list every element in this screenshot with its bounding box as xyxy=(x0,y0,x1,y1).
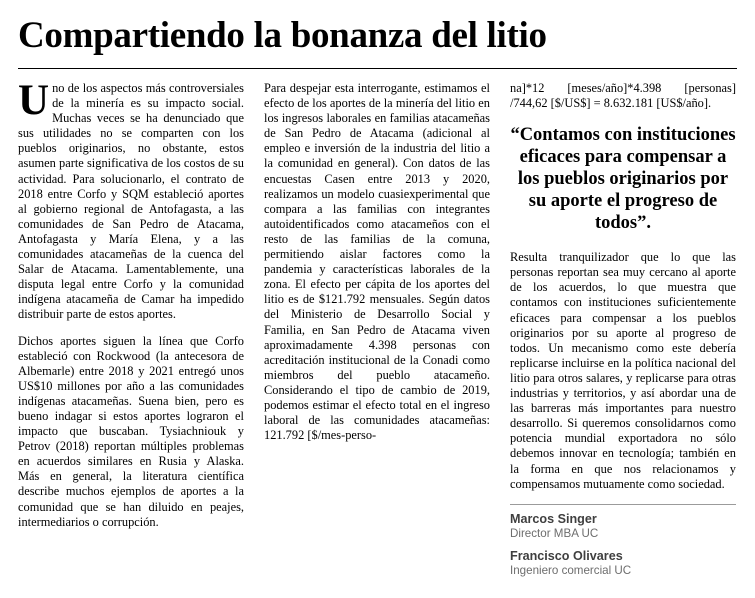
author-block xyxy=(510,512,736,541)
paragraph: Resulta tranquilizador que lo que las personas reportan sea muy cercano al aporte de los acuerdos, lo que muestra que contamos con instituciones suficientemente eficaces para compensar a los pueblos originarios por su aporte al progreso de todos. Un mecanismo como este debería replicarse incluirse en la política nacional del litio para otros salares, y replicarse para otras industrias y territorios, y así abordar una de las barreras más importantes para nuestro desarrollo. Si queremos consolidarnos como potencia mundial exportadora no sólo debemos innovar en tecnología; también en la forma en que nos relacionamos y compensamos mutuamente como sociedad. xyxy=(510,250,736,491)
author-block xyxy=(510,549,736,578)
article-page xyxy=(0,14,755,598)
paragraph: Para despejar esta interrogante, estimamos el efecto de los aportes de la minería del litio en los ingresos laborales en familias atacameñas de San Pedro de Atacama (adicional al empleo e inversión de la industria del litio a la comunidad en general). Con datos de las encuestas Casen entre 2013 y 2020, realizamos un modelo cuasiexperimental que compara a las familias con integrantes autoidentificados como atacameños con el resto de las familias de la comuna, permitiendo aislar factores como la pandemia y características laborales de la zona. El efecto per cápita de los aportes del litio es de $121.792 mensuales. Según datos del Ministerio de Desarrollo Social y Familia, en San Pedro de Atacama viven aproximadamente 4.398 personas con acreditación institucional de la Conadi como miembros del pueblo atacameño. Considerando el tipo de cambio de 2019, podemos estimar el efecto total en el ingreso laboral de las comunidades atacameñas: 121.792 [$/mes-perso- xyxy=(264,81,490,443)
header-divider xyxy=(18,68,737,69)
paragraph: Dichos aportes siguen la línea que Corfo estableció con Rockwood (la antecesora de Albemarle) entre 2018 y 2021 entregó unos US$10 millones por año a las comunidades indígenas atacameñas. Suena bien, pero es bueno indagar si estos aportes lograron el impacto que buscaban. Tysiachniouk y Petrov (2018) reportan múltiples problemas en acuerdos similares en Rusia y Alaska. Más en general, la literatura científica describe muchos ejemplos de aportes a la comunidad que se han diluido en peajes, intermediarios o corrupción. xyxy=(18,333,244,529)
paragraph-text: no de los aspectos más controversiales de la minería es su impacto social. Muchas veces se ha denunciado que sus utilidades no se comparten con los pueblos originarios, no obstante, estos asumen parte significativa de los costos de su actividad. Para solucionarlo, el contrato de 2018 entre Corfo y SQM estableció aportes al gobierno regional de Antofagasta, a las comunidades de San Pedro de Atacama, Antofagasta y María Elena, y a las comunidades atacameñas de la cuenca del Salar de Atacama. Lamentablemente, una disputa legal entre Corfo y la comunidad indígena atacameña de Camar ha impedido distribuir parte de estos aportes. xyxy=(18,81,244,322)
author-name: Francisco Olivares xyxy=(510,548,623,563)
paragraph: na]*12 [meses/año]*4.398 [personas] /744,62 [$/US$] = 8.632.181 [US$/año]. xyxy=(510,81,736,111)
author-name: Marcos Singer xyxy=(510,511,597,526)
author-role: Director MBA UC xyxy=(510,526,599,540)
paragraph xyxy=(18,77,244,323)
article-column-2 xyxy=(264,81,490,454)
byline-divider xyxy=(510,504,736,505)
page-title: Compartiendo la bonanza del litio xyxy=(18,15,547,56)
pull-quote: “Contamos con instituciones eficaces para compensar a los pueblos originarios por su aporte el progreso de todos”. xyxy=(510,125,736,234)
article-column-3 xyxy=(510,81,736,586)
author-role: Ingeniero comercial UC xyxy=(510,563,632,577)
article-column-1 xyxy=(18,77,244,541)
article-columns xyxy=(18,77,737,586)
drop-cap: U xyxy=(18,77,50,124)
